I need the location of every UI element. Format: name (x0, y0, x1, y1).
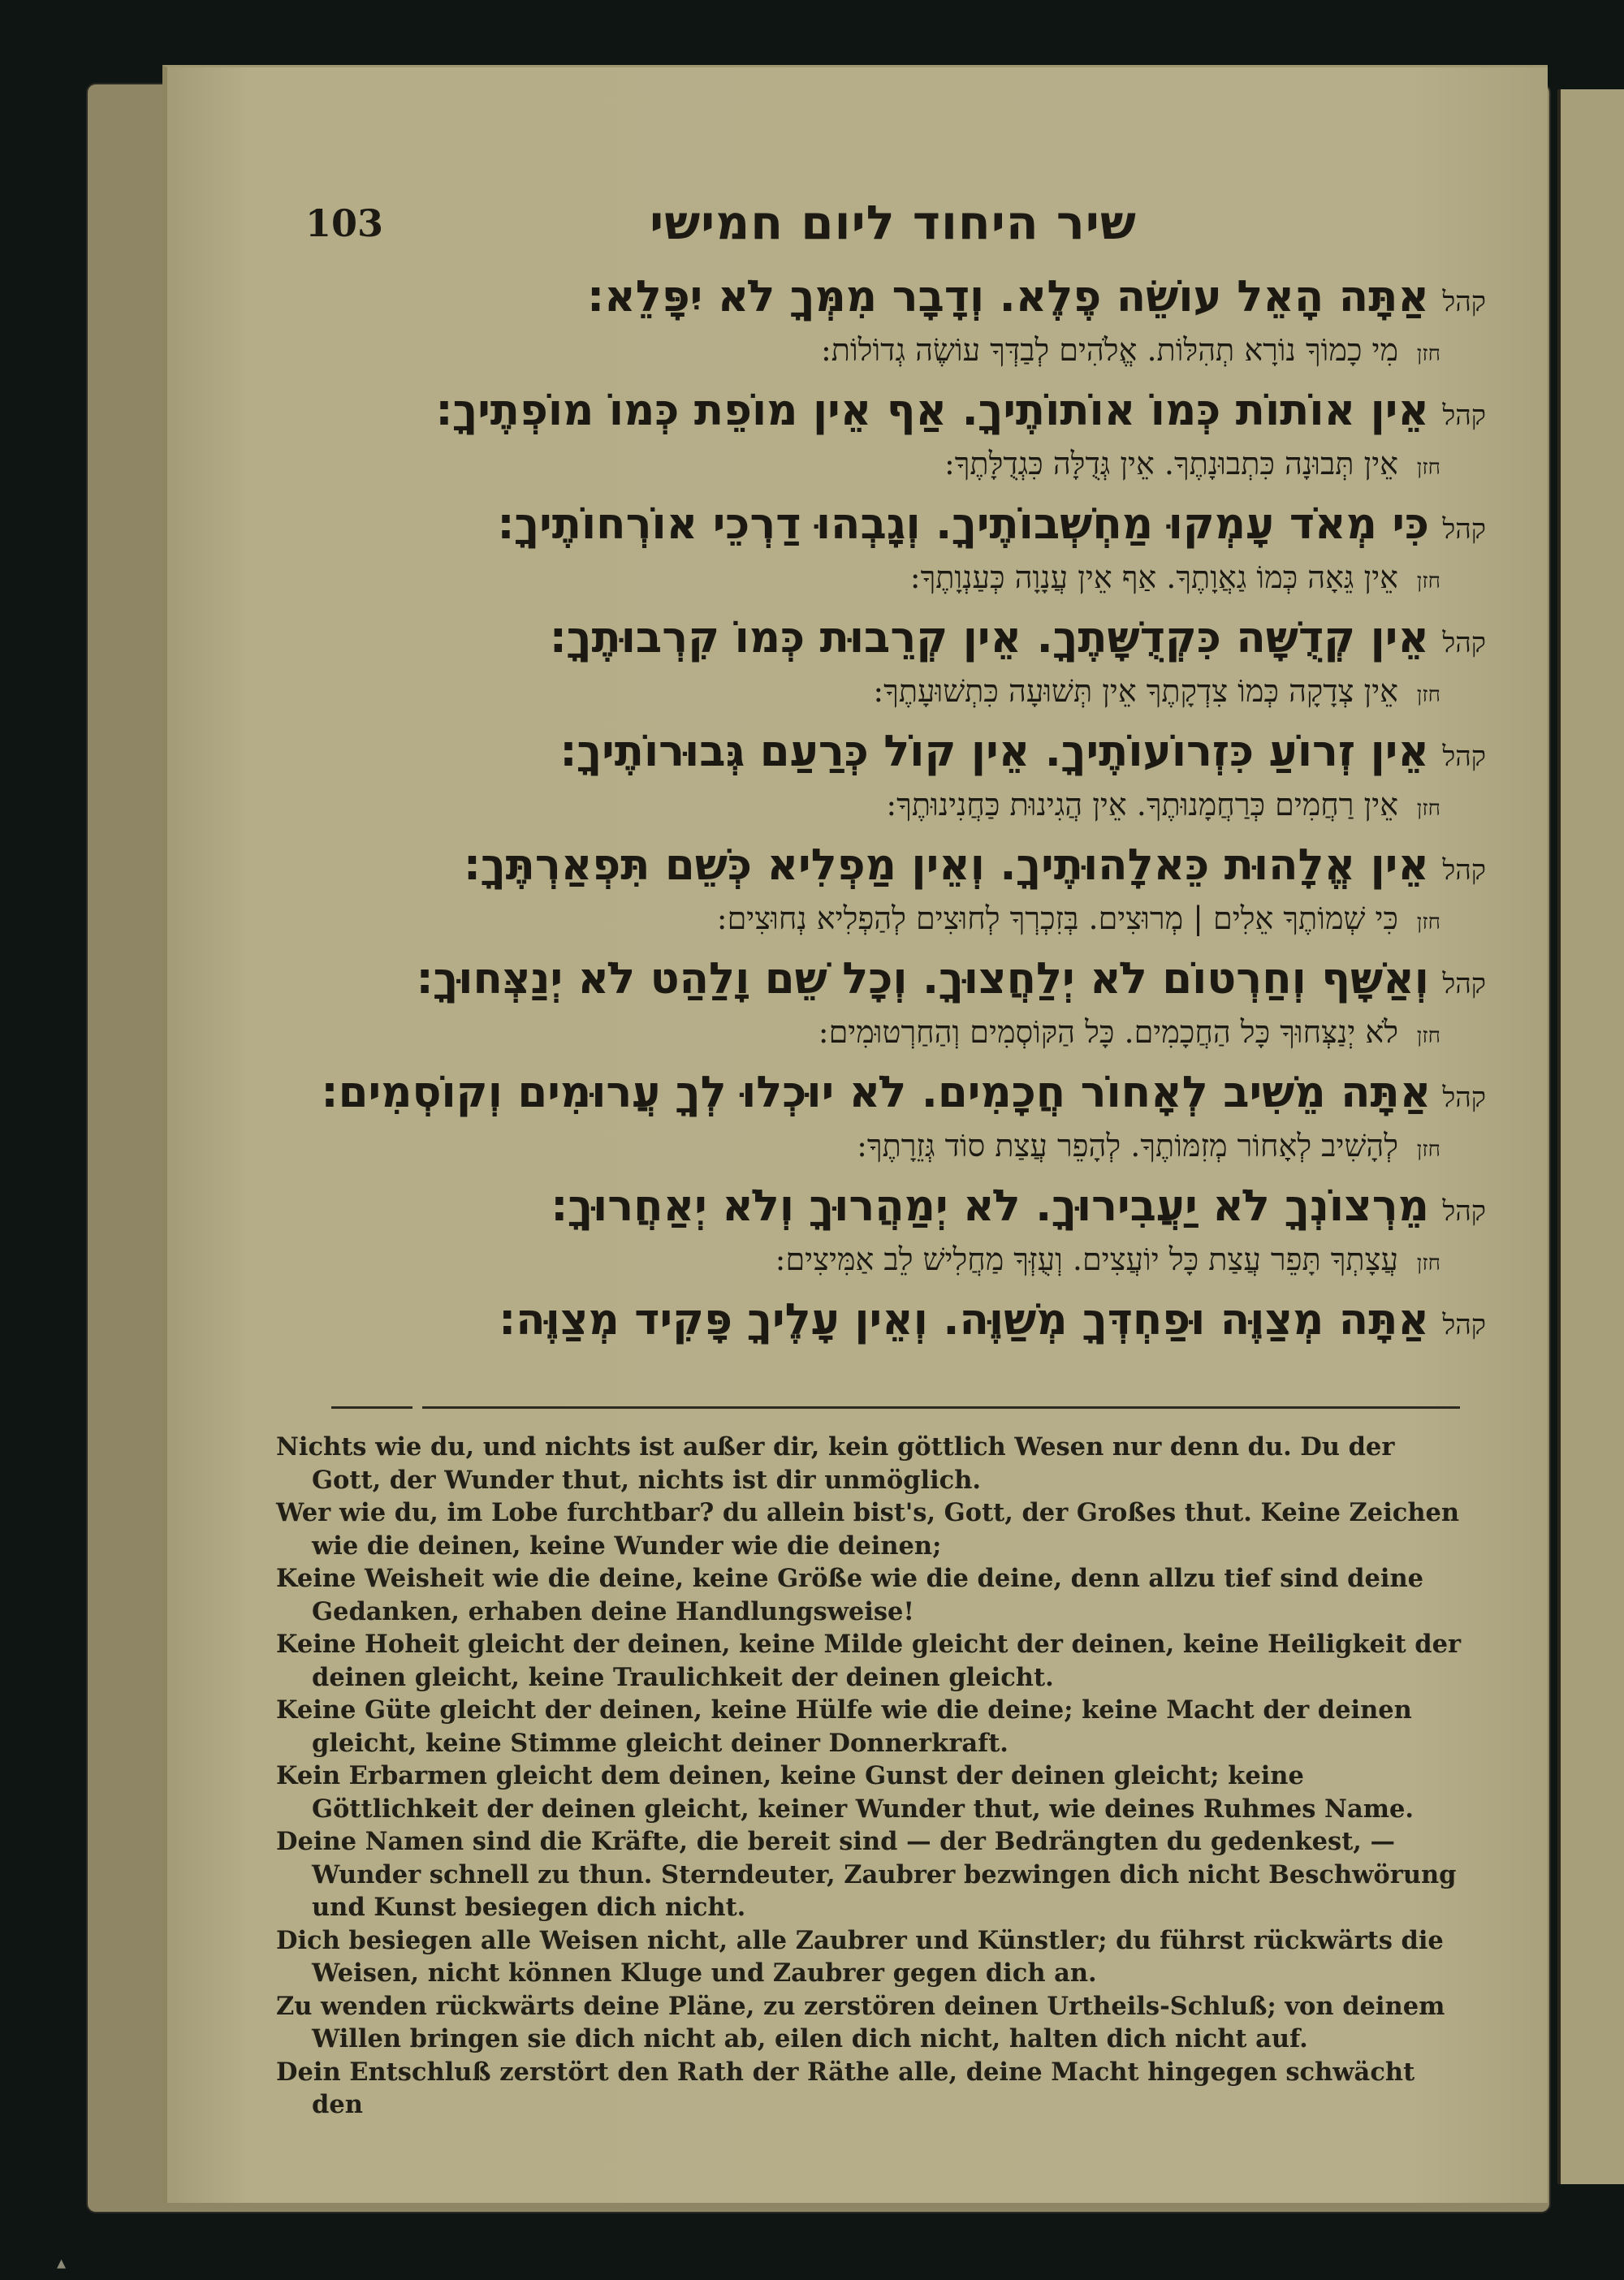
speaker-label: קהל (1442, 1082, 1486, 1114)
hebrew-verse: עֲצָתְךָ תָּפֵר עֲצַת כָּל יוֹעֲצִים. וְעֻזְּךָ מַחֲלִישׁ לֵב אַמִּיצִים: (775, 1241, 1398, 1277)
hebrew-verse: כִּי שְׁמוֹתֶךָ אֵלִים | מְרוּצִים. בְּזִכְרְךָ לְחוּצִים לְהַפְלִיא נְחוּצִים: (716, 900, 1398, 936)
hebrew-verse: אַתָּה הָאֵל עוֹשֵׂה פֶלֶא. וְדָבָר מִמְּךָ לֹא יִפָּלֵא: (586, 272, 1429, 322)
translation-paragraph: Keine Weisheit wie die deine, keine Größe wie die deine, denn allzu tief sind deine Gedanken, erhaben deine Handlungsweise! (276, 1564, 1424, 1626)
speaker-label: חזן (1416, 1251, 1440, 1276)
speaker-label: חזן (1416, 797, 1440, 821)
translation-paragraph: Keine Hoheit gleicht der deinen, keine Milde gleicht der deinen, keine Heiligkeit der deinen gleicht, keine Traulichkeit der deinen gleicht. (276, 1630, 1462, 1692)
speaker-label: חזן (1416, 342, 1440, 366)
hebrew-line-9 (382, 727, 1486, 787)
speaker-label: קהל (1442, 968, 1486, 1000)
hebrew-line-11 (382, 840, 1486, 900)
hebrew-line-2 (382, 332, 1486, 386)
hebrew-verse: אֵין אוֹתוֹת כְּמוֹ אוֹתוֹתֶיךָ. אַף אֵין מוֹפֵת כְּמוֹ מוֹפְתֶיךָ: (435, 386, 1429, 435)
hebrew-line-4 (382, 446, 1486, 499)
speaker-label: קהל (1442, 1309, 1486, 1341)
hebrew-verse: אֵין קְדֻשָּׁה כִּקְדֻשָּׁתֶךָ. אֵין קְרֵבוּת כְּמוֹ קִרְבוּתֶךָ: (549, 613, 1429, 663)
hebrew-line-14 (382, 1014, 1486, 1068)
translation-paragraph: Wer wie du, im Lobe furchtbar? du allein bist's, Gott, der Großes thut. Keine Zeichen wie die deinen, keine Wunder wie die deinen; (276, 1498, 1460, 1561)
hebrew-verse: לֹא יְנַצְּחוּךָ כָּל הַחֲכָמִים. כָּל הַקּוֹסְמִים וְהַחַרְטוּמִים: (818, 1014, 1398, 1050)
hebrew-text-block (321, 272, 1486, 1355)
hebrew-line-13 (382, 954, 1486, 1014)
hebrew-line-12 (382, 900, 1486, 954)
hebrew-verse: אַתָּה מְצַוֶּה וּפַחְדְּךָ מְשַׁוֶּה. וְאֵין עָלֶיךָ פָּקִיד מְצַוֶּה: (499, 1295, 1429, 1345)
hebrew-verse: אֵין רַחֲמִים כְּרַחֲמָנוּתֶךָ. אֵין הֲגִינוּת כַּחֲנִינוּתֶךָ: (886, 787, 1398, 823)
hebrew-verse: אֵין תְּבוּנָה כִּתְבוּנָתֶךָ. אֵין גְּדֻלָּה כִּגְדֻלָּתֶךָ: (944, 446, 1398, 481)
hebrew-verse: אַתָּה מֵשִׁיב לְאָחוֹר חֲכָמִים. לֹא יוּכְלוּ לְךָ עֲרוּמִים וְקוֹסְמִים: (321, 1068, 1432, 1117)
hebrew-line-17 (382, 1181, 1486, 1241)
hebrew-line-18 (382, 1241, 1486, 1295)
hebrew-line-10 (382, 787, 1486, 840)
speaker-label: חזן (1416, 456, 1440, 480)
hebrew-verse: אֵין זְרוֹעַ כִּזְרוֹעוֹתֶיךָ. אֵין קוֹל כְּרַעַם גְּבוּרוֹתֶיךָ: (559, 727, 1429, 776)
hebrew-verse: וְאַשָּׁף וְחַרְטוֹם לֹא יְלַחֲצוּךָ. וְכָל שֵׁם וָלַהַט לֹא יְנַצְּחוּךָ: (416, 954, 1429, 1004)
translation-paragraph: Zu wenden rückwärts deine Pläne, zu zerstören deinen Urtheils-Schluß; von deinem Willen bringen sie dich nicht ab, eilen dich nicht, halten dich nicht auf. (276, 1991, 1445, 2053)
speaker-label: קהל (1442, 627, 1486, 659)
hebrew-verse: מִי כָמוֹךָ נוֹרָא תְהִלּוֹת. אֱלֹהִים לְבַדְּךָ עוֹשֶׂה גְדוֹלוֹת: (820, 332, 1398, 368)
translation-paragraph: Kein Erbarmen gleicht dem deinen, keine Gunst der deinen gleicht; keine Göttlichkeit der deinen gleicht, keiner Wunder thut, wie deines Ruhmes Name. (276, 1761, 1414, 1824)
speaker-label: קהל (1442, 741, 1486, 773)
page-number: 103 (305, 201, 384, 245)
hebrew-verse: כִּי מְאֹד עָמְקוּ מַחְשְׁבוֹתֶיךָ. וְגָבְהוּ דַרְכֵי אוֹרְחוֹתֶיךָ: (497, 499, 1429, 549)
hebrew-line-6 (382, 559, 1486, 613)
speaker-label: חזן (1416, 1024, 1440, 1048)
hebrew-line-5 (382, 499, 1486, 559)
hebrew-verse: אֵין גֵּאָה כְּמוֹ גַאֲוָתֶךָ. אַף אֵין עֲנָוָה כְּעַנְוָתֶךָ: (909, 559, 1398, 595)
german-translation (276, 1431, 1462, 2122)
speaker-label: חזן (1416, 569, 1440, 594)
speaker-label: קהל (1442, 399, 1486, 432)
hebrew-line-1 (382, 272, 1486, 332)
speaker-label: קהל (1442, 286, 1486, 318)
translation-paragraph: Nichts wie du, und nichts ist außer dir, kein göttlich Wesen nur denn du. Du der Gott, der Wunder thut, nichts ist dir unmöglich. (276, 1432, 1395, 1495)
speaker-label: קהל (1442, 854, 1486, 887)
speaker-label: קהל (1442, 513, 1486, 546)
hebrew-line-15 (321, 1068, 1486, 1128)
hebrew-verse: אֵין אֱלָהוּת כֵּאלָהוּתֶיךָ. וְאֵין מַפְלִיא כְּשֵׁם תִּפְאַרְתֶּךָ: (463, 840, 1429, 890)
facing-page-edge (1557, 89, 1624, 2184)
hebrew-verse: אֵין צְדָקָה כְּמוֹ צִדְקָתֶךָ אֵין תְּשׁוּעָה כִּתְשׁוּעָתֶךָ: (873, 673, 1398, 709)
corner-mark-icon: ▴ (57, 2253, 67, 2274)
hebrew-line-7 (382, 613, 1486, 673)
translation-paragraph: Keine Güte gleicht der deinen, keine Hülfe wie die deine; keine Macht der deinen gleicht, keine Stimme gleicht deiner Donnerkraft. (276, 1695, 1412, 1758)
hebrew-line-16 (382, 1128, 1486, 1181)
speaker-label: חזן (1416, 1138, 1440, 1162)
hebrew-verse: לְהָשִׁיב לְאָחוֹר מְזִמּוֹתֶךָ. לְהָפֵר עֲצַת סוֹד גְּזֵרָתֶךָ: (857, 1128, 1398, 1164)
hebrew-line-8 (382, 673, 1486, 727)
translation-paragraph: Deine Namen sind die Kräfte, die bereit sind — der Bedrängten du gedenkest, — Wunder schnell zu thun. Sterndeuter, Zaubrer bezwingen dich nicht Beschwörung und Kunst besiegen dich nicht. (276, 1827, 1457, 1922)
running-title: שיר היחוד ליום חמישי (650, 195, 1137, 250)
divider-rule-long (422, 1406, 1460, 1409)
hebrew-line-3 (382, 386, 1486, 446)
speaker-label: חזן (1416, 683, 1440, 707)
speaker-label: חזן (1416, 910, 1440, 935)
hebrew-line-19 (382, 1295, 1486, 1355)
translation-paragraph: Dein Entschluß zerstört den Rath der Räthe alle, deine Macht hingegen schwächt den (276, 2057, 1415, 2119)
divider-rule-short (331, 1406, 412, 1409)
translation-paragraph: Dich besiegen alle Weisen nicht, alle Zaubrer und Künstler; du führst rückwärts die Weisen, nicht können Kluge und Zaubrer gegen dich an. (276, 1925, 1444, 1988)
speaker-label: קהל (1442, 1195, 1486, 1228)
hebrew-verse: מֵרְצוֹנְךָ לֹא יַעֲבִירוּךָ. לֹא יְמַהֲרוּךָ וְלֹא יְאַחֲרוּךָ: (551, 1181, 1429, 1231)
